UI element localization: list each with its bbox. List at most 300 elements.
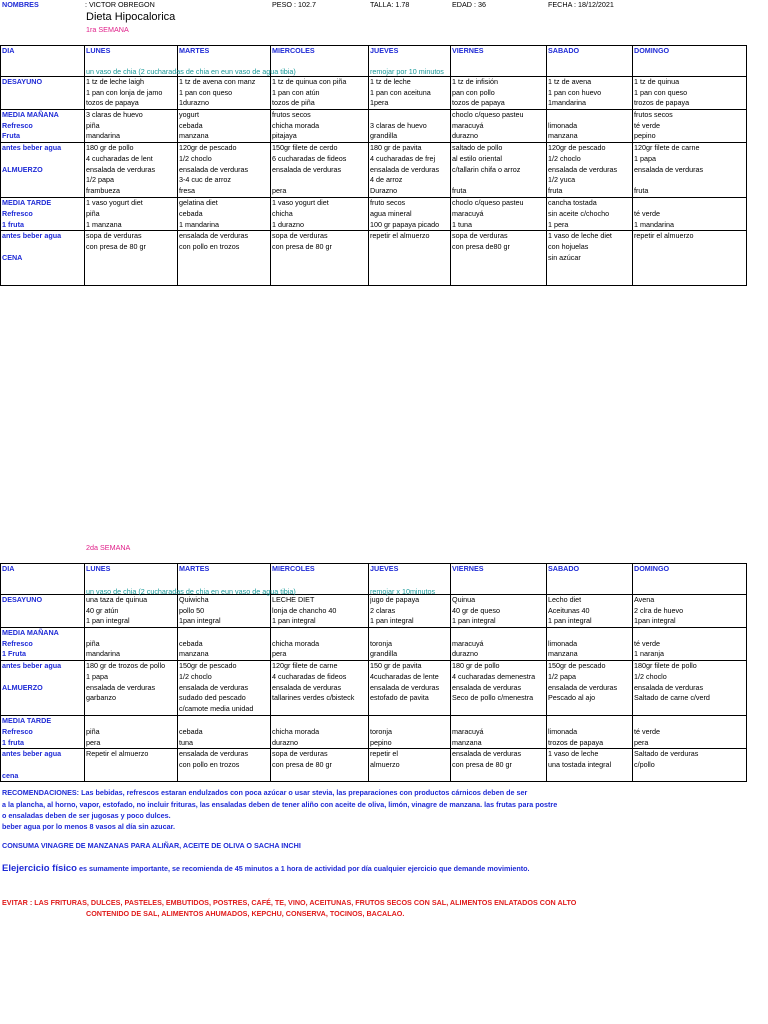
meal-label-line: cena <box>2 770 19 780</box>
meal-label-line: MEDIA MAÑANA <box>2 628 59 638</box>
meal-item: ensalada de verduras <box>634 682 704 692</box>
meal-label-line: 1 fruta <box>2 737 24 747</box>
meal-cell <box>271 77 369 110</box>
meal-cell <box>633 661 747 716</box>
week1-table <box>0 45 747 286</box>
meal-item: repetir el almuerzo <box>634 231 694 241</box>
meal-cell <box>369 628 451 661</box>
meal-item: con presa de80 gr <box>452 241 510 251</box>
meal-item: sudado ded pescado <box>179 693 246 703</box>
meal-item: cancha tostada <box>548 198 597 208</box>
meal-item: sin azúcar <box>548 252 581 262</box>
meal-label <box>1 110 85 143</box>
meal-item: una taza de quinua <box>86 595 148 604</box>
meal-item <box>272 704 367 715</box>
meal-row <box>1 231 747 286</box>
meal-item: gelatina diet <box>179 198 218 208</box>
meal-item <box>548 771 631 782</box>
meal-item: agua mineral <box>370 208 412 218</box>
meal-cell <box>633 77 747 110</box>
meal-cell <box>451 110 547 143</box>
meal-cell <box>369 231 451 286</box>
diet-title: Dieta Hipocalorica <box>86 11 176 23</box>
meal-cell <box>178 198 271 231</box>
meal-item: 1 tz de infisión <box>452 77 498 86</box>
meal-row <box>1 198 747 231</box>
meal-item: jugo de papaya <box>370 595 420 604</box>
meal-item: 1mandarina <box>548 98 586 108</box>
meal-label-line <box>2 186 83 197</box>
meal-item: 4 cucharadas demenestra <box>452 671 536 681</box>
meal-label-line <box>2 704 83 715</box>
meal-cell <box>451 661 547 716</box>
meal-item: té verde <box>634 208 660 218</box>
meal-label-line: DESAYUNO <box>2 595 43 604</box>
meal-item <box>272 253 367 264</box>
meal-cell <box>547 110 633 143</box>
meal-item <box>86 716 176 727</box>
day-header-4: JUEVES <box>369 46 451 77</box>
meal-label-line: 1 fruta <box>2 219 24 229</box>
recommendations-line-4: beber agua por lo menos 8 vasos al día sin azucar. <box>2 822 175 831</box>
meal-cell <box>178 749 271 782</box>
meal-label-line: ALMUERZO <box>2 682 43 692</box>
meal-item <box>634 263 745 274</box>
meal-cell <box>451 595 547 628</box>
day-header-4: JUEVES <box>369 564 451 595</box>
meal-label-line <box>2 98 83 109</box>
meal-item: 2 clra de huevo <box>634 605 684 615</box>
meal-item: grandilla <box>370 131 398 141</box>
meal-item: Repetir el almuerzo <box>86 749 149 759</box>
day-header-5: VIERNES <box>451 46 547 77</box>
day-header-5: VIERNES <box>451 564 547 595</box>
day-header-3: MIERCOLES <box>271 46 369 77</box>
meal-item <box>179 716 269 727</box>
meal-item: frutos secos <box>634 110 673 120</box>
meal-item: mandarina <box>86 131 120 141</box>
meal-item: durazno <box>452 649 478 659</box>
meal-item: saltado de pollo <box>452 143 503 153</box>
meal-item: ensalada de verduras <box>179 231 249 241</box>
meal-item <box>179 274 269 285</box>
meal-item <box>86 263 176 274</box>
meal-item: lonja de chancho 40 <box>272 605 337 615</box>
meal-item: con presa de 80 gr <box>452 759 512 769</box>
meal-item: pollo 50 <box>179 605 205 615</box>
meal-label-line: Refresco <box>2 726 33 736</box>
meal-item <box>179 263 269 274</box>
meal-item: choclo c/queso pasteu <box>452 110 524 120</box>
exercise-text: es sumamente importante, se recomienda de 45 minutos a 1 hora de actividad por día cualquier ejercicio que demande movimiento. <box>76 864 530 873</box>
meal-cell <box>271 749 369 782</box>
meal-item: 1 papa <box>634 153 656 163</box>
day-header-1: LUNES <box>85 46 178 77</box>
meal-item: Quinua <box>452 595 476 604</box>
meal-label-line: Fruta <box>2 131 20 141</box>
meal-cell <box>85 77 178 110</box>
meal-item: piña <box>86 726 100 736</box>
meal-row <box>1 716 747 749</box>
meal-cell <box>633 231 747 286</box>
meal-item: c/tallarin chifa o arroz <box>452 164 521 174</box>
meal-item: toronja <box>370 638 392 648</box>
meal-label <box>1 198 85 231</box>
meal-item <box>548 110 631 121</box>
meal-item: 2 claras <box>370 605 396 615</box>
meal-item: té verde <box>634 638 660 648</box>
meal-cell <box>547 595 633 628</box>
meal-item <box>86 771 176 782</box>
meal-item: Durazno <box>370 185 398 195</box>
meal-item: 1 mandarina <box>179 219 219 229</box>
meal-item: 1 tuna <box>452 219 472 229</box>
meal-item <box>370 716 449 727</box>
fecha-value: FECHA : 18/12/2021 <box>548 0 614 9</box>
meal-item: tozos de papaya <box>452 98 505 108</box>
meal-item <box>452 704 545 715</box>
meal-item: maracuyá <box>452 208 484 218</box>
meal-label-line <box>2 616 83 627</box>
meal-item <box>272 628 367 639</box>
meal-item <box>272 274 367 285</box>
meal-label-line: Refresco <box>2 120 33 130</box>
meal-item: 1 vaso yogurt diet <box>272 198 329 208</box>
meal-item: repetir el almuerzo <box>370 231 430 241</box>
week1-remojar-note: remojar por 10 minutos <box>370 67 444 76</box>
meal-item: cebada <box>179 726 203 736</box>
meal-item <box>272 716 367 727</box>
meal-item: 1 naranja <box>634 649 664 659</box>
meal-cell <box>451 716 547 749</box>
meal-item: tuna <box>179 737 193 747</box>
meal-cell <box>547 716 633 749</box>
meal-item: tozos de papaya <box>86 98 139 108</box>
meal-cell <box>369 198 451 231</box>
meal-item <box>370 242 449 253</box>
meal-cell <box>85 749 178 782</box>
meal-item: 1 pan integral <box>452 616 496 626</box>
meal-item: ensalada de verduras <box>370 164 440 174</box>
meal-item: ensalada de verduras <box>452 749 522 759</box>
meal-item: tallarines verdes c/bistеck <box>272 693 355 703</box>
week2-chia-note: un vaso de chia (2 cucharadas de chia en eun vaso de agua tibia) <box>86 587 296 596</box>
meal-item: fruto secos <box>370 198 406 208</box>
meal-item: 1 vaso yogurt diet <box>86 198 143 208</box>
meal-item: pepino <box>370 737 392 747</box>
meal-item: chicha <box>272 208 293 218</box>
meal-label-line <box>2 263 83 274</box>
meal-cell <box>178 77 271 110</box>
meal-item: 1 pan integral <box>370 616 414 626</box>
meal-row <box>1 595 747 628</box>
meal-item: 1/2 papa <box>86 175 114 185</box>
recommendations-line-1: RECOMENDACIONES: Las bebidas, refrescos estaran endulzados con poca azúcar o usar stevia, las preparaciones con productos cárnicos deben de ser <box>2 788 528 797</box>
talla-value: TALLA: 1.78 <box>370 0 410 9</box>
meal-item: pera <box>272 649 287 659</box>
meal-item: 1/2 yuca <box>548 175 576 185</box>
meal-cell <box>451 231 547 286</box>
meal-item: 150gr filete de cerdo <box>272 143 338 153</box>
meal-item: ensalada de verduras <box>86 164 156 174</box>
meal-item: Aceitunas 40 <box>548 605 590 615</box>
week1-chia-note: un vaso de chia (2 cucharadas de chia en eun vaso de agua tibia) <box>86 67 296 76</box>
nombres-value: : VICTOR OBREGON <box>85 0 155 9</box>
meal-item: 1 pan con atún <box>272 87 320 97</box>
meal-item: té verde <box>634 120 660 130</box>
meal-item: 150gr de pescado <box>548 661 606 671</box>
meal-item <box>272 263 367 274</box>
meal-item: trozos de papaya <box>548 737 604 747</box>
meal-cell <box>369 661 451 716</box>
meal-item: 1 pera <box>548 219 569 229</box>
meal-item: piña <box>86 638 100 648</box>
meal-item: ensalada de verduras <box>86 682 156 692</box>
meal-item <box>370 628 449 639</box>
meal-item: frambueza <box>86 185 120 195</box>
meal-item: durazno <box>452 131 478 141</box>
meal-item: 150gr de pescado <box>179 661 237 671</box>
meal-item: chicha morada <box>272 638 320 648</box>
day-header-7: DOMINGO <box>633 46 747 77</box>
recommendations-line-2: a la plancha, al horno, vapor, estofado, no incluir frituras, las ensaladas deben de tener aliño con aceite de oliva, limón, vinagre de manzana. las frutas para postre <box>2 800 558 809</box>
meal-cell <box>369 110 451 143</box>
meal-label-line: ALMUERZO <box>2 164 43 174</box>
meal-item <box>634 198 745 209</box>
meal-item: Lecho diet <box>548 595 582 604</box>
meal-cell <box>178 628 271 661</box>
meal-item: cebada <box>179 120 203 130</box>
meal-label <box>1 595 85 628</box>
meal-cell <box>85 628 178 661</box>
meal-item <box>634 771 745 782</box>
meal-cell <box>178 110 271 143</box>
meal-cell <box>271 231 369 286</box>
meal-item: con presa de 80 gr <box>272 241 332 251</box>
meal-item: 180 gr de trozos de pollo <box>86 661 166 671</box>
meal-item: toronja <box>370 726 392 736</box>
meal-row <box>1 749 747 782</box>
meal-item: fruta <box>548 185 563 195</box>
meal-item: 3-4 cuc de arroz <box>179 175 231 185</box>
meal-item: ensalada de verduras <box>370 682 440 692</box>
meal-item: piña <box>86 208 100 218</box>
meal-item: 1 pan con huevo <box>548 87 602 97</box>
meal-item <box>634 628 745 639</box>
meal-item <box>634 704 745 715</box>
meal-item: 4 cucharadas de fideos <box>272 671 347 681</box>
meal-cell <box>369 749 451 782</box>
meal-item <box>548 716 631 727</box>
meal-cell <box>178 661 271 716</box>
meal-cell <box>178 143 271 198</box>
meal-item: chicha morada <box>272 726 320 736</box>
meal-item: sopa de verduras <box>86 231 142 241</box>
meal-item: sopa de verduras <box>272 231 328 241</box>
meal-item <box>452 175 545 186</box>
meal-cell <box>547 628 633 661</box>
meal-item <box>634 716 745 727</box>
meal-item: 1 durazno <box>272 219 304 229</box>
meal-label-line: Refresco <box>2 638 33 648</box>
meal-cell <box>633 198 747 231</box>
meal-item: 180 gr de pavita <box>370 143 422 153</box>
meal-item: c/pollo <box>634 759 655 769</box>
meal-cell <box>451 77 547 110</box>
meal-item: 120gr de pescado <box>179 143 237 153</box>
meal-item: con pollo en trozos <box>179 241 240 251</box>
meal-row <box>1 143 747 198</box>
meal-cell <box>547 749 633 782</box>
avoid-line-1: EVITAR : LAS FRITURAS, DULCES, PASTELES, EMBUTIDOS, POSTRES, CAFÉ, TE, VINO, ACEITUNAS, FRUTOS SECOS CON SAL, ALIMENTOS ENLATADOS CON ALTO <box>2 898 577 907</box>
meal-item: 150 gr de pavita <box>370 661 422 671</box>
meal-cell <box>271 110 369 143</box>
meal-item: fruta <box>452 185 467 195</box>
meal-item <box>548 274 631 285</box>
meal-item <box>548 704 631 715</box>
day-header-1: LUNES <box>85 564 178 595</box>
meal-item: 1 tz de leche laigh <box>86 77 144 86</box>
meal-cell <box>271 628 369 661</box>
meal-item: 1pan integral <box>179 616 221 626</box>
meal-label-line: Refresco <box>2 208 33 218</box>
meal-item: fruta <box>634 185 649 195</box>
meal-item <box>452 263 545 274</box>
meal-cell <box>178 716 271 749</box>
meal-label-line: MEDIA MAÑANA <box>2 110 59 120</box>
meal-item: Avena <box>634 595 655 604</box>
meal-cell <box>85 231 178 286</box>
meal-cell <box>85 143 178 198</box>
meal-item <box>452 253 545 264</box>
meal-item: 6 cucharadas de fideos <box>272 153 347 163</box>
meal-cell <box>451 143 547 198</box>
day-header-6: SABADO <box>547 46 633 77</box>
meal-item: 1pan integral <box>634 616 676 626</box>
meal-item: yogurt <box>179 110 199 120</box>
day-header-2: MARTES <box>178 46 271 77</box>
meal-item: 1 pan integral <box>272 616 316 626</box>
meal-label <box>1 716 85 749</box>
meal-item: c/camote media unidad <box>179 703 254 713</box>
meal-item: manzana <box>179 131 209 141</box>
meal-item <box>634 253 745 264</box>
meal-item: con hojuelas <box>548 241 589 251</box>
meal-item <box>86 274 176 285</box>
meal-cell <box>547 661 633 716</box>
meal-label <box>1 77 85 110</box>
meal-item: sin aceite c/chocho <box>548 208 610 218</box>
meal-item: sopa de verduras <box>272 749 328 759</box>
meal-item: mandarina <box>86 649 120 659</box>
meal-cell <box>633 628 747 661</box>
meal-item: 1 tz de leche <box>370 77 411 86</box>
meal-item <box>548 263 631 274</box>
week2-remojar-note: remojar x 10minutos <box>370 587 436 596</box>
meal-item: ensalada de verduras <box>179 164 249 174</box>
meal-item: pan con pollo <box>452 87 495 97</box>
meal-item <box>86 704 176 715</box>
meal-item: maracuyá <box>452 726 484 736</box>
meal-item: durazno <box>272 737 298 747</box>
meal-row <box>1 661 747 716</box>
meal-item: limonada <box>548 120 578 130</box>
meal-item: ensalada de verduras <box>548 164 618 174</box>
meal-cell <box>271 595 369 628</box>
meal-item: con presa de 80 gr <box>86 241 146 251</box>
meal-label-line <box>2 88 83 99</box>
edad-value: EDAD : 36 <box>452 0 486 9</box>
meal-item: estofado de pavita <box>370 693 429 703</box>
meal-item: 1 pan integral <box>86 616 130 626</box>
meal-item: 1 tz de quinua <box>634 77 680 86</box>
meal-item <box>452 716 545 727</box>
meal-item: Quiwicha <box>179 595 209 604</box>
meal-item: trozos de papaya <box>634 98 690 108</box>
meal-item <box>370 274 449 285</box>
meal-label-line <box>2 154 83 165</box>
meal-item: pera <box>86 737 101 747</box>
meal-item: 40 gr de queso <box>452 605 500 615</box>
meal-item: manzana <box>548 649 578 659</box>
meal-label-line: MEDIA TARDE <box>2 198 52 208</box>
meal-item: limonada <box>548 638 578 648</box>
meal-label-line <box>2 606 83 617</box>
meal-item: Pescado al ajo <box>548 693 596 703</box>
meal-item: ensalada de verduras <box>548 682 618 692</box>
meal-label <box>1 231 85 286</box>
meal-item <box>86 253 176 264</box>
meal-item: ensalada de verduras <box>179 749 249 759</box>
meal-item: manzana <box>452 737 482 747</box>
meal-cell <box>369 143 451 198</box>
meal-label-line: antes beber agua <box>2 143 62 153</box>
day-header-7: DOMINGO <box>633 564 747 595</box>
meal-item: maracuyá <box>452 120 484 130</box>
meal-item <box>370 253 449 264</box>
meal-item <box>179 628 269 639</box>
meal-cell <box>85 110 178 143</box>
meal-label-line: 1 Fruta <box>2 649 26 659</box>
meal-cell <box>633 716 747 749</box>
meal-item: con presa de 80 gr <box>272 759 332 769</box>
meal-item <box>370 263 449 274</box>
meal-row <box>1 110 747 143</box>
recommendations-line-3: o ensaladas deben de ser jugosas y poco dulces. <box>2 811 171 820</box>
meal-item: Seco de pollo c/menestra <box>452 693 534 703</box>
meal-item: almuerzo <box>370 759 400 769</box>
meal-item <box>452 274 545 285</box>
week2-label: 2da SEMANA <box>86 543 131 552</box>
meal-item: 1 pan con queso <box>634 87 688 97</box>
meal-item <box>452 771 545 782</box>
meal-cell <box>271 716 369 749</box>
meal-item: 180gr filete de pollo <box>634 661 697 671</box>
meal-cell <box>85 198 178 231</box>
meal-label-line <box>2 760 83 771</box>
meal-item: ensalada de verduras <box>272 164 342 174</box>
meal-item <box>452 628 545 639</box>
meal-cell <box>85 661 178 716</box>
meal-item: al estilo oriental <box>452 153 502 163</box>
meal-item: 1/2 choclo <box>548 153 581 163</box>
meal-label-line: antes beber agua <box>2 231 62 241</box>
peso-value: PESO : 102.7 <box>272 0 316 9</box>
meal-cell <box>547 77 633 110</box>
meal-cell <box>85 716 178 749</box>
meal-item: 1/2 choclo <box>179 153 212 163</box>
meal-label <box>1 661 85 716</box>
